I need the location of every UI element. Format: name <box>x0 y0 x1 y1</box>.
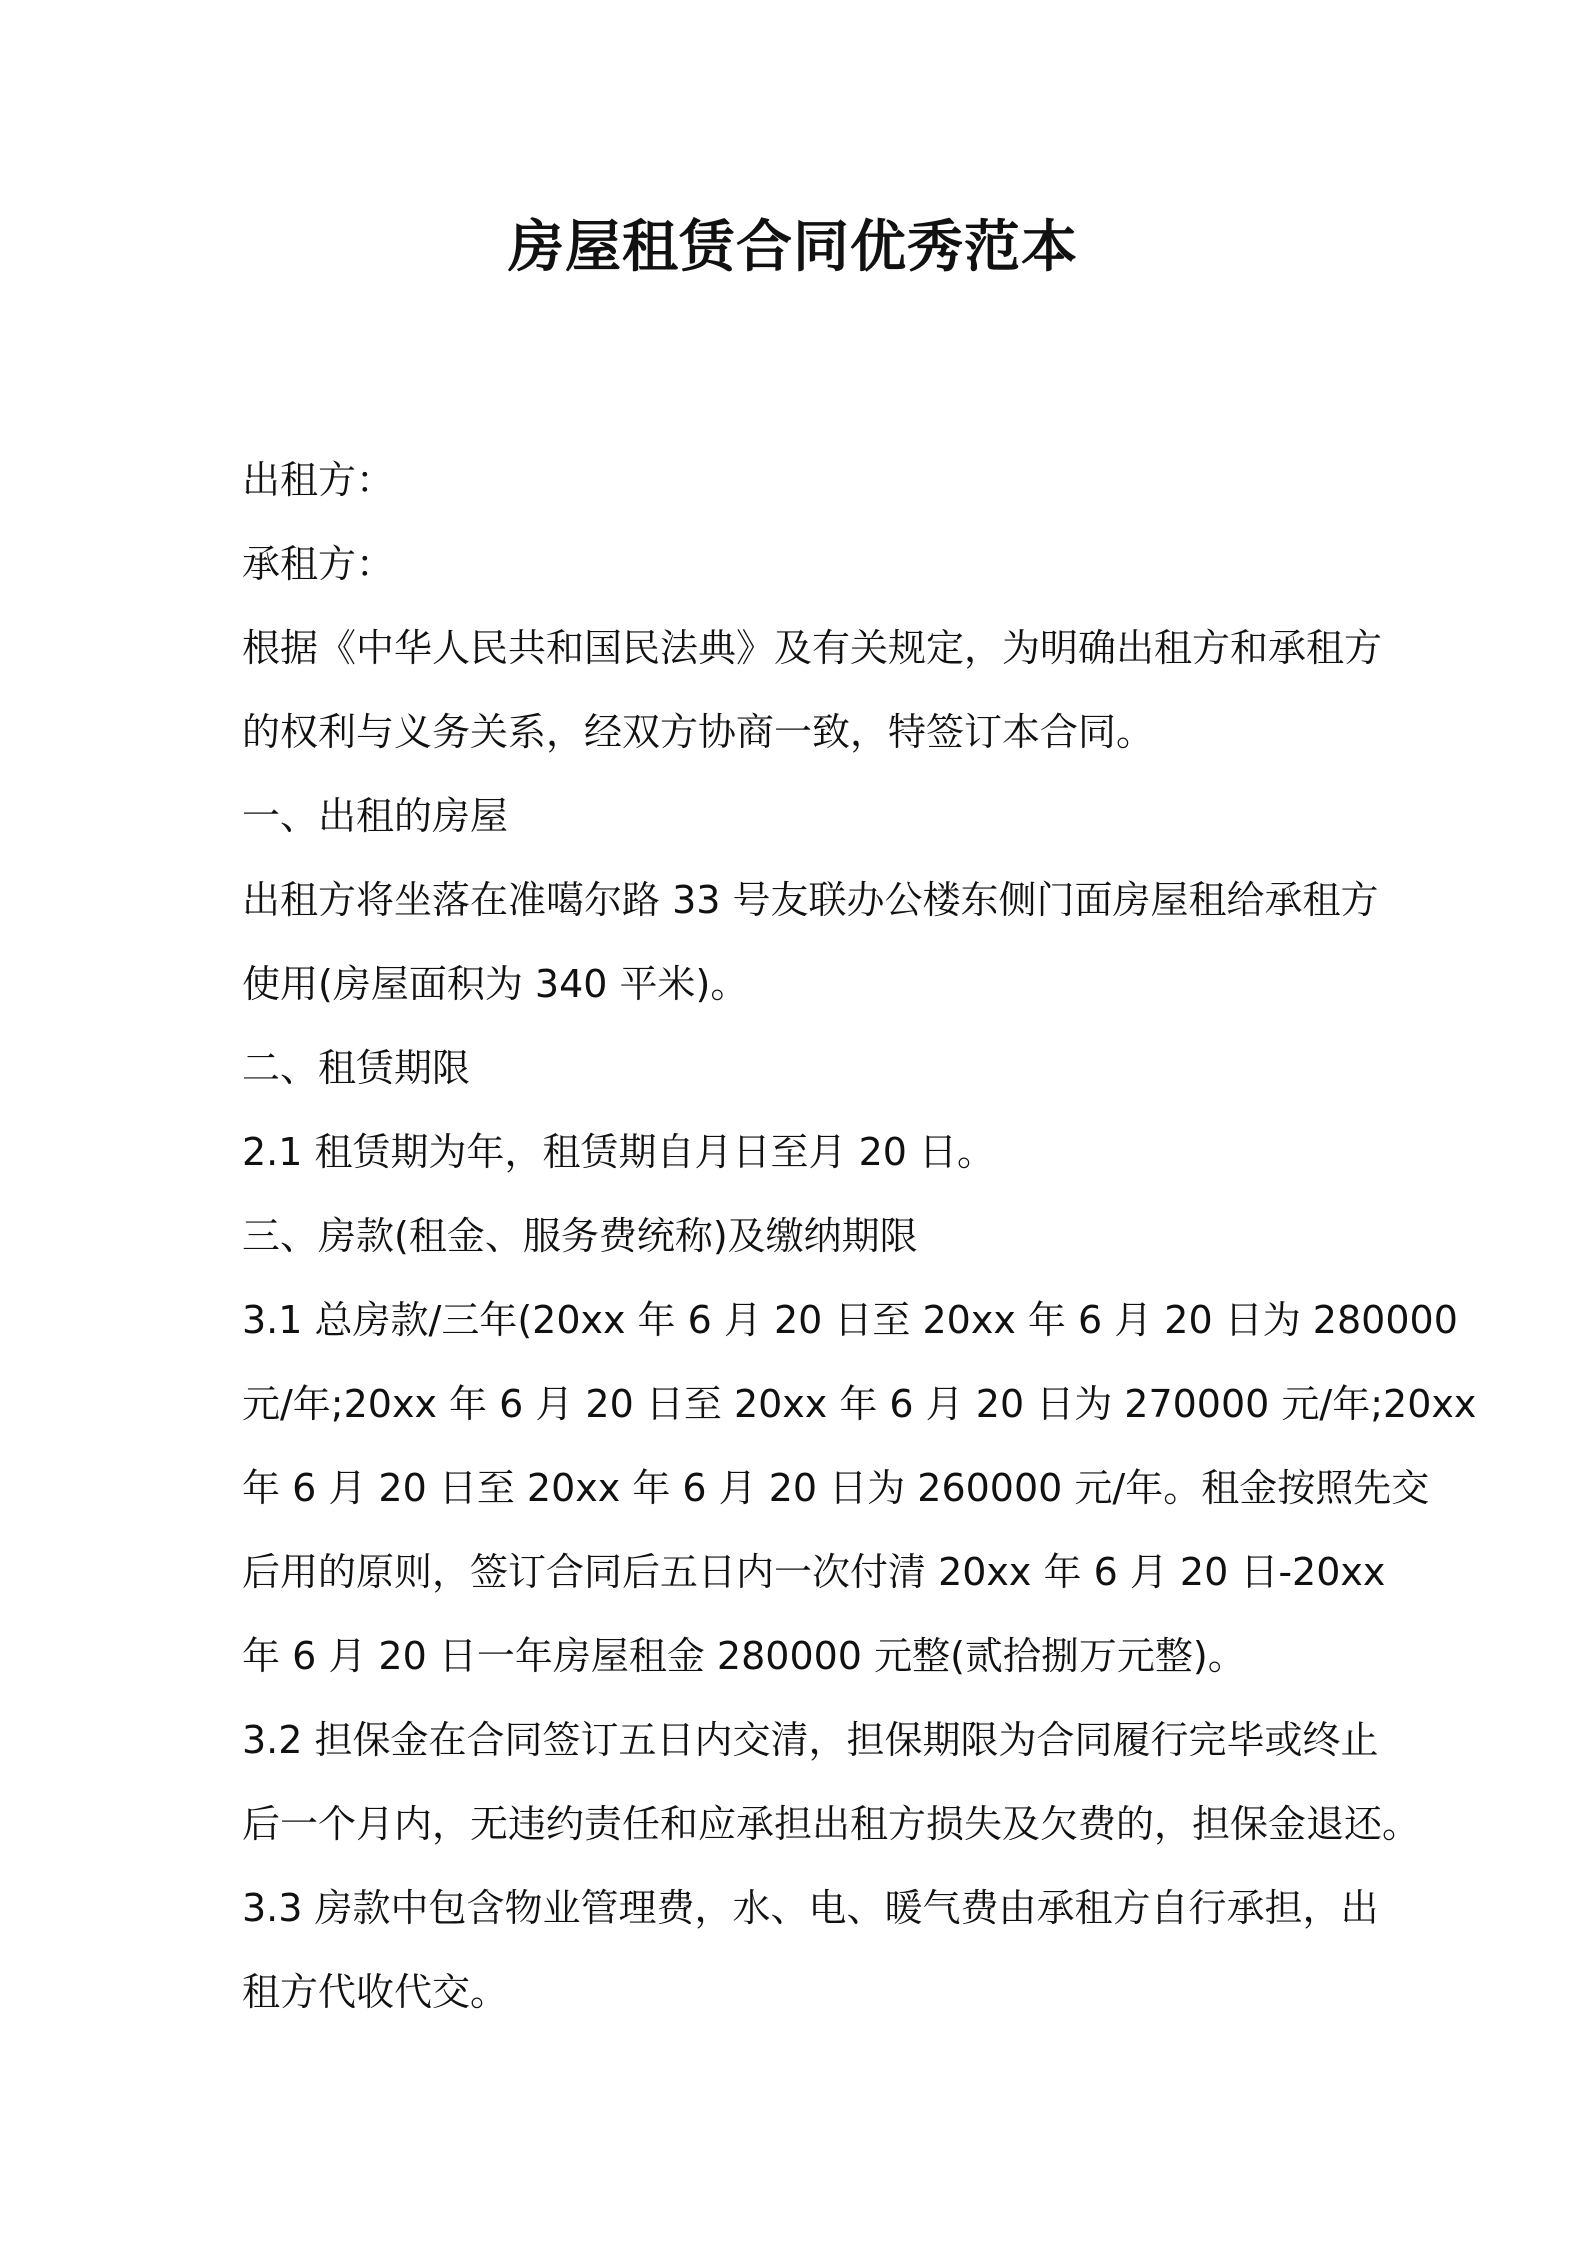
clause-3-2-line-1: 3.2 担保金在合同签订五日内交清，担保期限为合同履行完毕或终止 <box>242 1718 1379 1762</box>
section-2-heading: 二、租赁期限 <box>242 1046 471 1090</box>
clause-3-1-line-4: 后用的原则，签订合同后五日内一次付清 20xx 年 6 月 20 日-20xx <box>242 1550 1386 1594</box>
lessor-label: 出租方： <box>242 458 395 502</box>
clause-3-2-line-2: 后一个月内，无违约责任和应承担出租方损失及欠费的，担保金退还。 <box>242 1802 1421 1846</box>
section-3-heading: 三、房款(租金、服务费统称)及缴纳期限 <box>242 1214 918 1258</box>
clause-3-3-line-2: 租方代收代交。 <box>242 1970 509 2014</box>
document-title: 房屋租赁合同优秀范本 <box>508 215 1078 280</box>
preamble-line-1: 根据《中华人民共和国民法典》及有关规定，为明确出租方和承租方 <box>242 626 1383 670</box>
clause-3-1-line-1: 3.1 总房款/三年(20xx 年 6 月 20 日至 20xx 年 6 月 20 日为 280000 <box>242 1298 1458 1342</box>
clause-3-1-line-2: 元/年;20xx 年 6 月 20 日至 20xx 年 6 月 20 日为 270000 元/年;20xx <box>242 1382 1477 1426</box>
section-1-heading: 一、出租的房屋 <box>242 794 509 838</box>
clause-3-1-line-3: 年 6 月 20 日至 20xx 年 6 月 20 日为 260000 元/年。租金按照先交 <box>242 1466 1430 1510</box>
section-1-text-line-2: 使用(房屋面积为 340 平米)。 <box>242 962 749 1006</box>
preamble-line-2: 的权利与义务关系，经双方协商一致，特签订本合同。 <box>242 710 1155 754</box>
clause-3-1-line-5: 年 6 月 20 日一年房屋租金 280000 元整(贰拾捌万元整)。 <box>242 1634 1246 1678</box>
clause-2-1: 2.1 租赁期为年，租赁期自月日至月 20 日。 <box>242 1130 996 1174</box>
lessee-label: 承租方： <box>242 542 395 586</box>
section-1-text-line-1: 出租方将坐落在准噶尔路 33 号友联办公楼东侧门面房屋租给承租方 <box>242 878 1379 922</box>
clause-3-3-line-1: 3.3 房款中包含物业管理费，水、电、暖气费由承租方自行承担，出 <box>242 1886 1379 1930</box>
